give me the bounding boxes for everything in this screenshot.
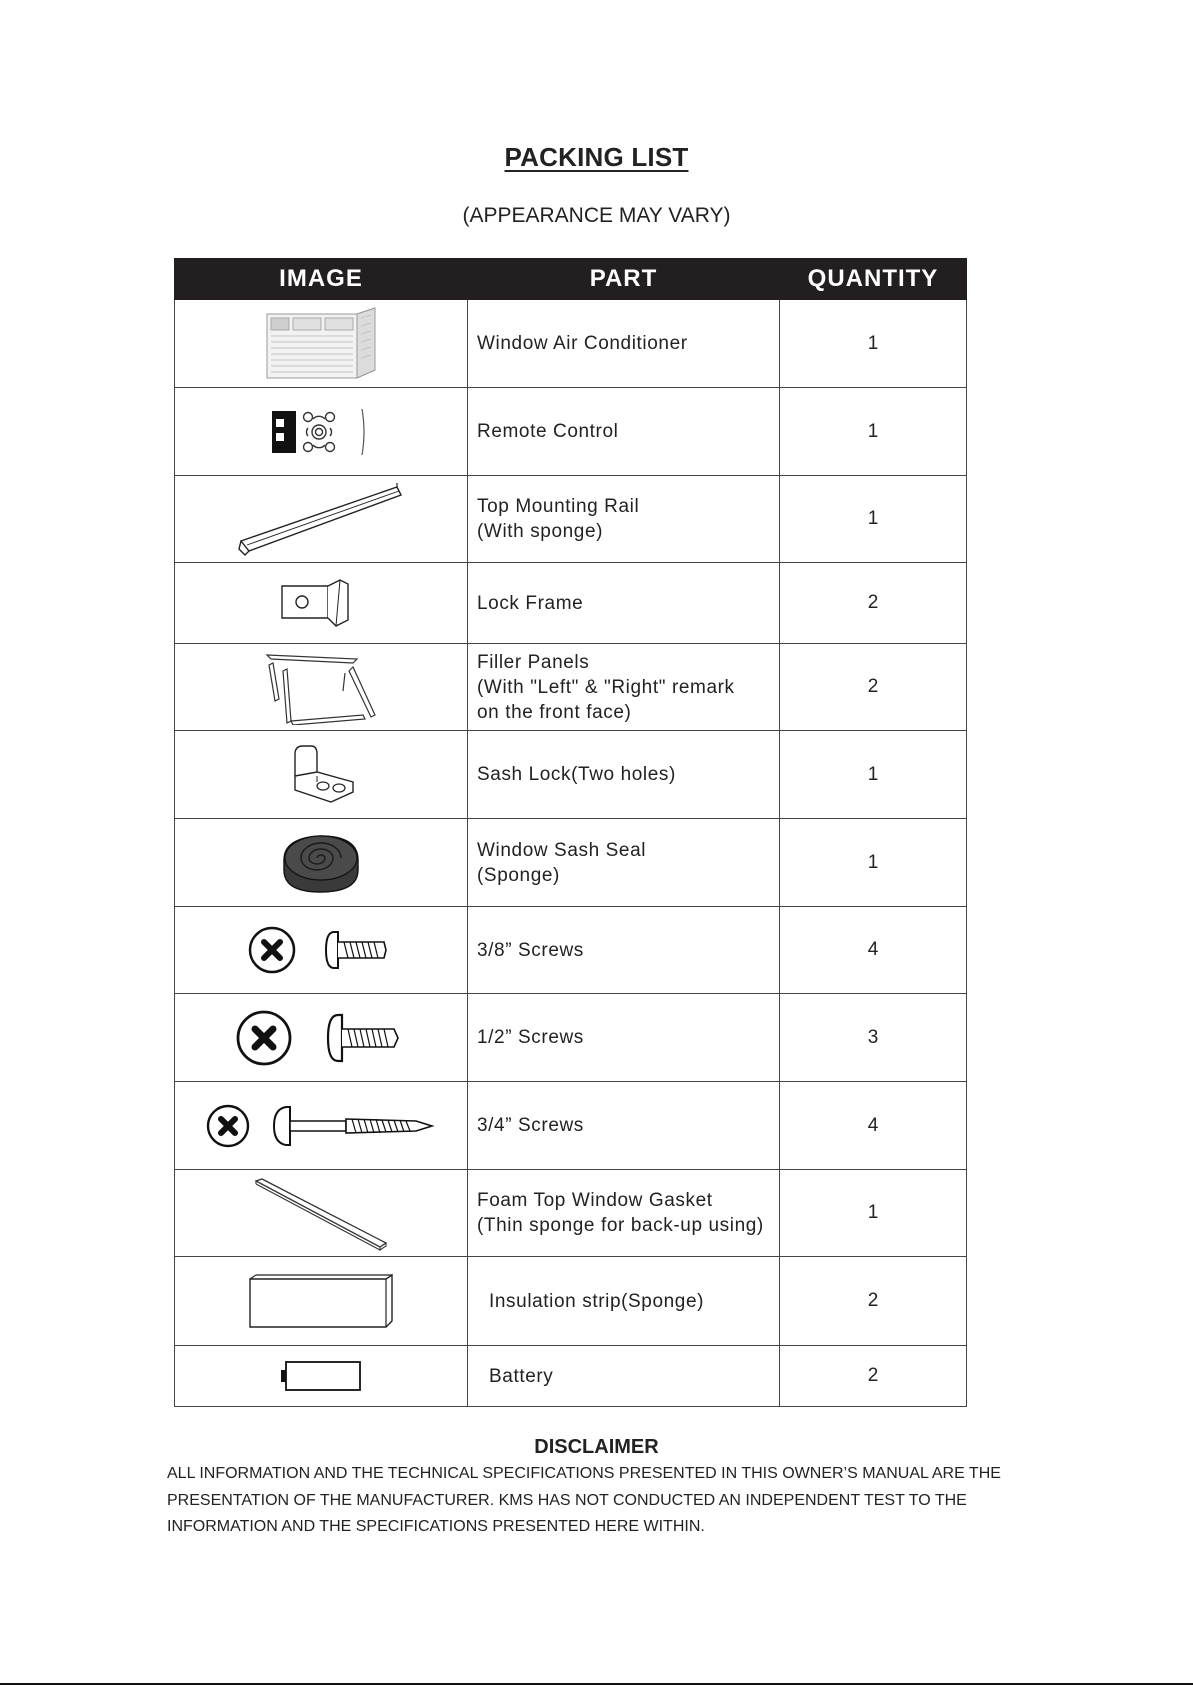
image-cell [175, 300, 468, 388]
image-cell [175, 1257, 468, 1346]
image-cell [175, 994, 468, 1082]
foam-gasket-icon [246, 1175, 396, 1251]
battery-icon [280, 1360, 362, 1392]
column-header-part: PART [468, 259, 780, 300]
part-name: Window Air Conditioner [477, 333, 688, 354]
part-cell [468, 563, 780, 644]
part-cell [468, 1346, 780, 1407]
screw-3-8-icon [246, 922, 396, 978]
disclaimer-line: PRESENTATION OF THE MANUFACTURER. KMS HAS NOT CONDUCTED AN INDEPENDENT TEST TO THE [167, 1491, 967, 1509]
image-cell [175, 907, 468, 994]
part-name: Foam Top Window Gasket [477, 1190, 713, 1211]
lock-frame-icon [276, 578, 366, 628]
table-row [175, 907, 967, 994]
part-cell [468, 300, 780, 388]
disclaimer-line: ALL INFORMATION AND THE TECHNICAL SPECIFICATIONS PRESENTED IN THIS OWNER’S MANUAL ARE THE [167, 1465, 1001, 1482]
quantity-cell: 1 [780, 819, 967, 907]
image-cell [175, 476, 468, 563]
table-row [175, 731, 967, 819]
part-name: Filler Panels [477, 651, 590, 673]
quantity-cell: 2 [780, 1257, 967, 1346]
quantity-cell: 3 [780, 994, 967, 1082]
part-cell [468, 994, 780, 1082]
quantity-cell: 4 [780, 907, 967, 994]
part-cell [468, 819, 780, 907]
part-cell [468, 644, 780, 731]
part-cell [468, 1082, 780, 1170]
table-row [175, 563, 967, 644]
quantity-cell: 1 [780, 300, 967, 388]
part-name: Battery [489, 1365, 554, 1387]
table-row [175, 1082, 967, 1170]
part-cell [468, 1170, 780, 1257]
page-subtitle: (APPEARANCE MAY VARY) [462, 204, 731, 227]
image-cell [175, 819, 468, 907]
table-row [175, 819, 967, 907]
part-name: 1/2” Screws [477, 1027, 584, 1048]
column-header-quantity: QUANTITY [780, 259, 967, 300]
window-air-conditioner-icon [261, 306, 381, 382]
table-row [175, 994, 967, 1082]
quantity-cell: 4 [780, 1082, 967, 1170]
top-mounting-rail-icon [231, 481, 411, 557]
part-name: Window Sash Seal [477, 839, 647, 861]
part-cell [468, 388, 780, 476]
table-row [175, 388, 967, 476]
page-title [0, 142, 1193, 173]
part-note: on the front face) [477, 701, 632, 723]
part-name: Insulation strip(Sponge) [489, 1290, 705, 1312]
window-sash-seal-icon [276, 830, 366, 896]
insulation-strip-icon [246, 1273, 396, 1329]
quantity-cell: 1 [780, 388, 967, 476]
page-title-text: PACKING LIST [504, 142, 689, 172]
table-row [175, 1257, 967, 1346]
table-row [175, 300, 967, 388]
disclaimer-line: INFORMATION AND THE SPECIFICATIONS PRESENTED HERE WITHIN. [167, 1518, 705, 1535]
part-name: 3/8” Screws [477, 939, 584, 961]
part-name: Sash Lock(Two holes) [477, 764, 676, 785]
part-cell [468, 476, 780, 563]
image-cell [175, 1170, 468, 1257]
quantity-cell: 2 [780, 1346, 967, 1407]
table-row [175, 476, 967, 563]
table-row [175, 644, 967, 731]
filler-panels-icon [261, 649, 381, 725]
table-row [175, 1346, 967, 1407]
disclaimer-title: DISCLAIMER [534, 1436, 659, 1458]
quantity-cell: 2 [780, 563, 967, 644]
part-name: Top Mounting Rail [477, 496, 640, 517]
part-name: Remote Control [477, 421, 619, 442]
packing-list-table [174, 258, 967, 1407]
part-note: (Sponge) [477, 864, 560, 886]
part-cell [468, 731, 780, 819]
quantity-cell: 1 [780, 476, 967, 563]
remote-control-icon [266, 407, 376, 457]
part-note: (Thin sponge for back-up using) [477, 1215, 764, 1236]
part-cell [468, 907, 780, 994]
quantity-cell: 2 [780, 644, 967, 731]
screw-3-4-icon [206, 1099, 436, 1153]
sash-lock-icon [281, 742, 361, 808]
image-cell [175, 563, 468, 644]
part-cell [468, 1257, 780, 1346]
part-note: (With "Left" & "Right" remark [477, 676, 735, 698]
image-cell [175, 388, 468, 476]
screw-1-2-icon [236, 1007, 406, 1069]
image-cell [175, 1346, 468, 1407]
part-name: 3/4” Screws [477, 1115, 584, 1136]
image-cell [175, 1082, 468, 1170]
image-cell [175, 731, 468, 819]
part-name: Lock Frame [477, 592, 584, 614]
quantity-cell: 1 [780, 731, 967, 819]
table-row [175, 1170, 967, 1257]
column-header-image: IMAGE [175, 259, 468, 300]
disclaimer-text [167, 1461, 1027, 1541]
quantity-cell: 1 [780, 1170, 967, 1257]
part-note: (With sponge) [477, 521, 604, 542]
table-header-row [175, 259, 967, 300]
image-cell [175, 644, 468, 731]
